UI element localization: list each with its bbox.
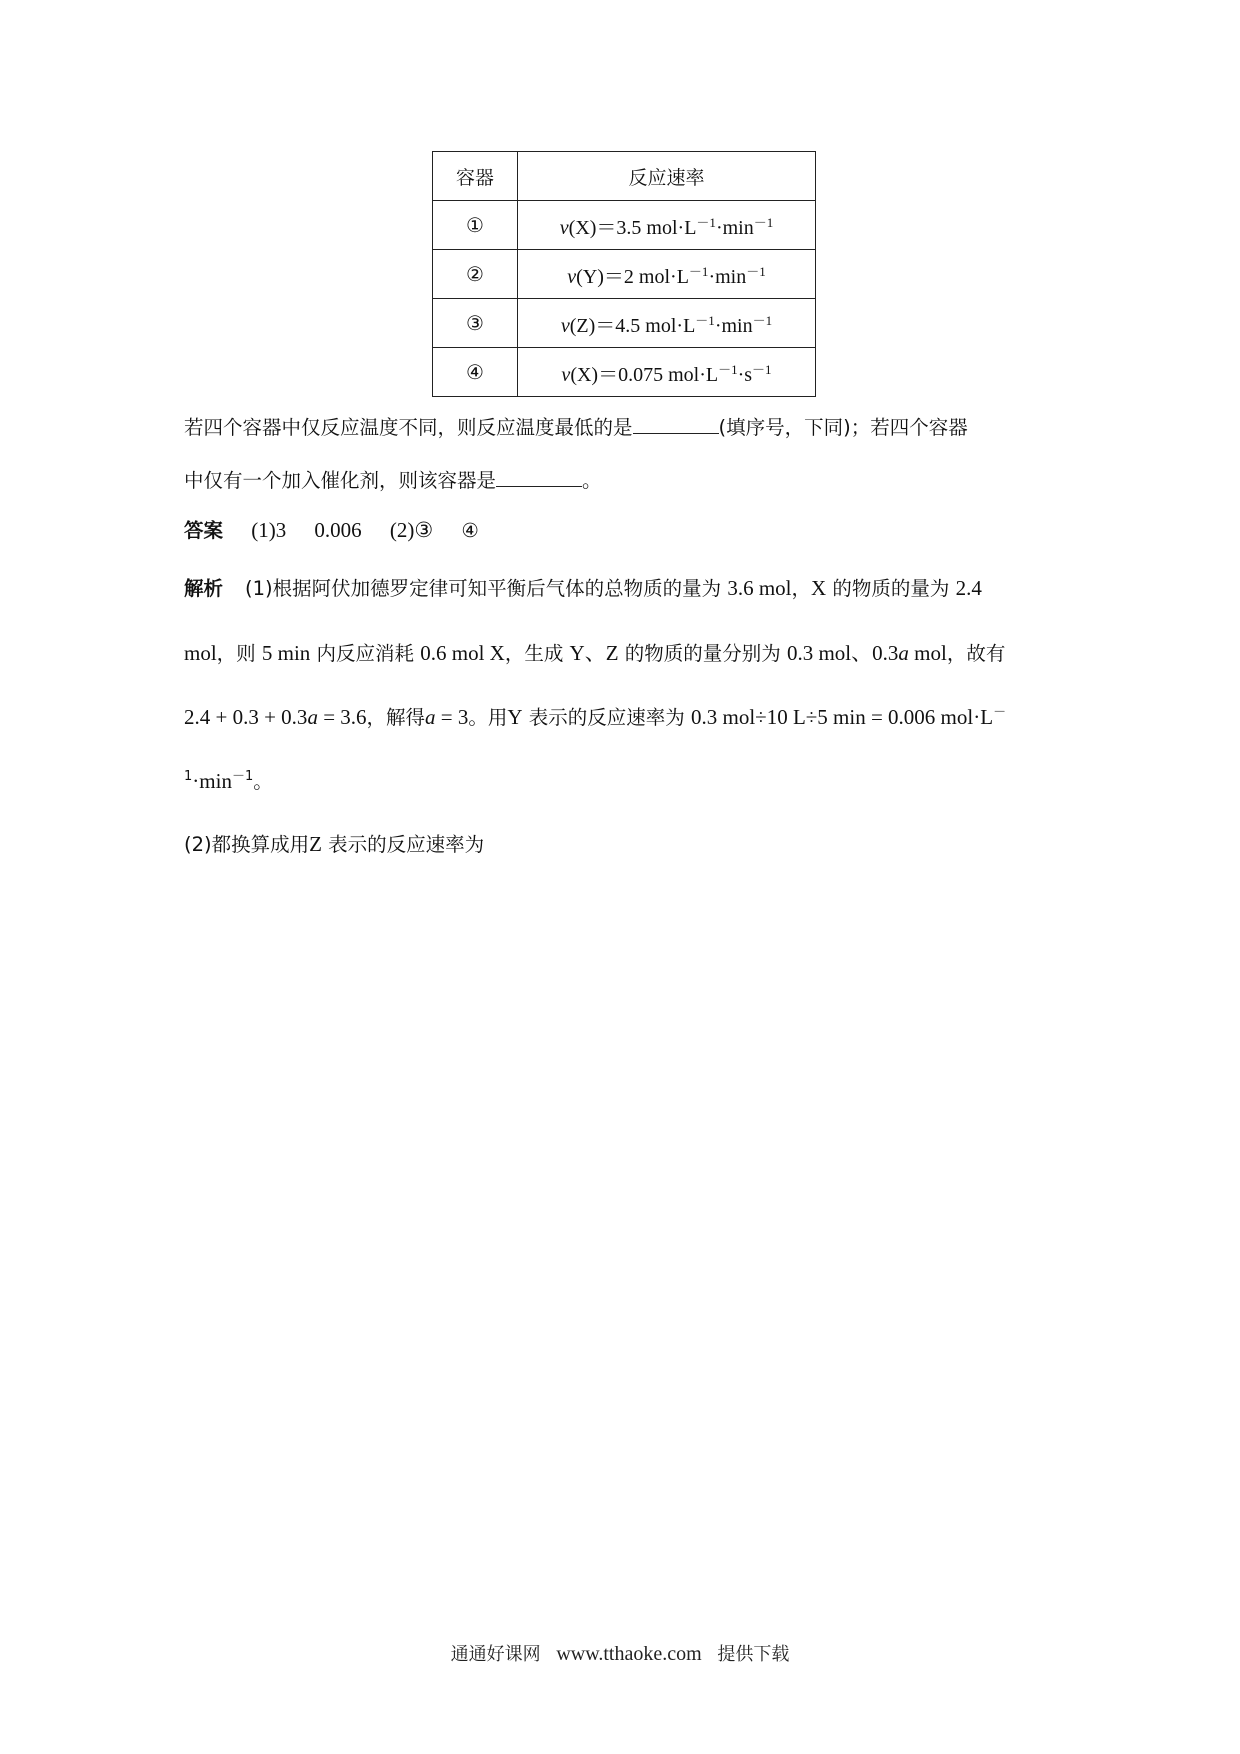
footer-url[interactable]: www.tthaoke.com xyxy=(556,1643,702,1665)
table-row xyxy=(433,201,816,250)
answer-blank-2 xyxy=(496,468,582,487)
container-number: ③ xyxy=(433,299,518,348)
answer-label: 答案 xyxy=(184,519,224,542)
analysis-line-3: 2.4 + 0.3 + 0.3a = 3.6，解得a = 3。用Y 表示的反应速率为 0.3 mol÷10 L÷5 min = 0.006 mol·L－ xyxy=(184,705,1007,729)
footer-site-name: 通通好课网 xyxy=(450,1644,541,1665)
answer-blank-1 xyxy=(633,415,719,434)
question-line-2: 中仅有一个加入催化剂，则该容器是 。 xyxy=(184,469,602,492)
analysis-line-5: (2)都换算成用Z 表示的反应速率为 xyxy=(184,832,485,856)
table-header-container: 容器 xyxy=(433,152,518,201)
analysis-label: 解析 xyxy=(184,577,224,600)
table-row xyxy=(433,299,816,348)
container-number: ④ xyxy=(433,348,518,397)
answer-line: 答案 (1)3 0.006 (2)③ ④ xyxy=(184,518,479,542)
analysis-line-2: mol，则 5 min 内反应消耗 0.6 mol X，生成 Y、Z 的物质的量分别为 0.3 mol、0.3a mol，故有 xyxy=(184,641,1006,665)
page-footer xyxy=(0,1640,1240,1666)
container-number: ② xyxy=(433,250,518,299)
analysis-line-1: 解析 (1)根据阿伏加德罗定律可知平衡后气体的总物质的量为 3.6 mol，X 的物质的量为 2.4 xyxy=(184,576,982,600)
table-row xyxy=(433,348,816,397)
table-row xyxy=(433,250,816,299)
analysis-line-4: $^1\cdot\min^{-1}$。 xyxy=(184,769,273,793)
table-header-row xyxy=(433,152,816,201)
container-number: ① xyxy=(433,201,518,250)
rate-value: v(X)＝0.075 $mol\cdot L^{-1}\cdot s^{-1}$ xyxy=(518,348,816,397)
rate-value: v(Z)＝4.5 $mol\cdot L^{-1}\cdot\min^{-1}$ xyxy=(518,299,816,348)
reaction-rate-table xyxy=(432,151,816,397)
rate-value: v(X)＝3.5 $mol\cdot L^{-1}\cdot\min^{-1}$ xyxy=(518,201,816,250)
rate-value: v(Y)＝2 $mol\cdot L^{-1}\cdot\min^{-1}$ xyxy=(518,250,816,299)
question-line-1: 若四个容器中仅反应温度不同，则反应温度最低的是 (填序号，下同)；若四个容器 xyxy=(184,416,968,439)
footer-download-text: 提供下载 xyxy=(717,1644,790,1665)
table-header-rate: 反应速率 xyxy=(518,152,816,201)
